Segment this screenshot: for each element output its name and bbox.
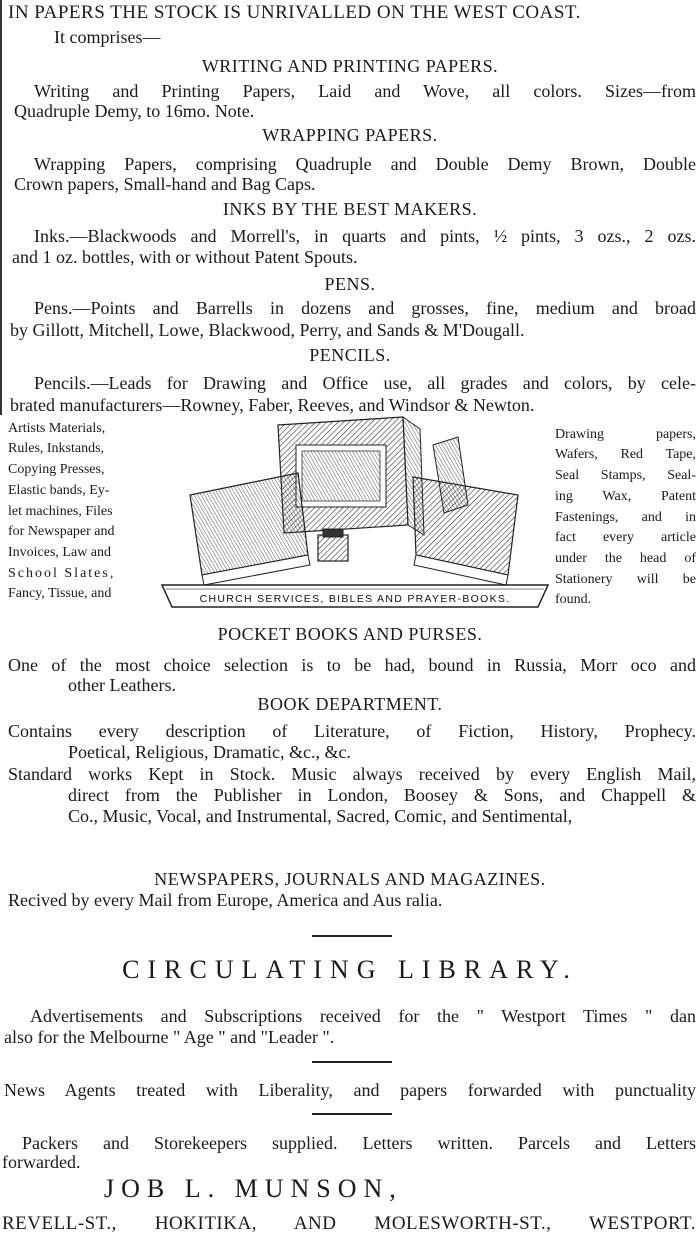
proprietor-name: JOB L. MUNSON, bbox=[104, 1174, 403, 1203]
packers-line-2: forwarded. bbox=[2, 1152, 81, 1172]
book-dept-heading: BOOK DEPARTMENT. bbox=[257, 694, 443, 714]
right-column-item: fact every article bbox=[555, 530, 696, 545]
pocket-books-line-1: One of the most choice selection is to be had, bound in Russia, Morr oco and bbox=[8, 655, 696, 675]
left-column-item: School Slates, bbox=[8, 566, 116, 581]
right-column-item: Drawing papers, bbox=[555, 427, 696, 442]
book-dept-line-1: Contains every description of Literature, of Fiction, History, Prophecy. bbox=[8, 721, 696, 741]
pens-heading: PENS. bbox=[324, 274, 376, 294]
right-column-item: Fastenings, and in bbox=[555, 510, 696, 525]
pencils-line-1: Pencils.—Leads for Drawing and Office use, all grades and colors, by cele- bbox=[34, 373, 696, 393]
inks-line-2: and 1 oz. bottles, with or without Patent Spouts. bbox=[12, 247, 358, 267]
wrapping-heading: WRAPPING PAPERS. bbox=[262, 125, 438, 145]
right-column-item: under the head of bbox=[555, 551, 696, 566]
pencils-heading: PENCILS. bbox=[309, 345, 391, 365]
newspapers-line-1: Recived by every Mail from Europe, America and Aus ralia. bbox=[8, 890, 443, 910]
illustration-banner-text: CHURCH SERVICES, BIBLES AND PRAYER-BOOKS. bbox=[199, 593, 511, 605]
left-column-item: Invoices, Law and bbox=[8, 545, 112, 560]
left-column-item: for Newspaper and bbox=[8, 524, 115, 539]
left-column-item: Rules, Inkstands, bbox=[8, 441, 105, 456]
divider-rule bbox=[312, 935, 392, 937]
pocket-books-heading: POCKET BOOKS AND PURSES. bbox=[217, 624, 483, 644]
left-column-item: Copying Presses, bbox=[8, 462, 105, 477]
left-column-item: Fancy, Tissue, and bbox=[8, 586, 112, 601]
wrapping-line-1: Wrapping Papers, comprising Quadruple and Double Demy Brown, Double bbox=[34, 154, 696, 174]
inks-heading: INKS BY THE BEST MAKERS. bbox=[222, 199, 478, 219]
divider-rule bbox=[312, 1113, 392, 1115]
pocket-books-line-2: other Leathers. bbox=[68, 675, 176, 695]
inkwell bbox=[318, 535, 348, 561]
writing-line-1: Writing and Printing Papers, Laid and Wove, all colors. Sizes—from bbox=[34, 81, 696, 101]
stationery-illustration bbox=[158, 415, 552, 615]
agents-line: News Agents treated with Liberality, and papers forwarded with punctuality bbox=[4, 1080, 696, 1100]
writing-heading: WRITING AND PRINTING PAPERS. bbox=[201, 56, 499, 76]
wrapping-line-2: Crown papers, Small-hand and Bag Caps. bbox=[14, 174, 316, 194]
divider-rule bbox=[312, 1061, 392, 1063]
library-line-1: Advertisements and Subscriptions received for the " Westport Times " dan bbox=[30, 1006, 696, 1026]
right-column-item: Stationery will be bbox=[555, 572, 696, 587]
book-dept-line-5: Co., Music, Vocal, and Instrumental, Sacred, Comic, and Sentimental, bbox=[68, 806, 573, 826]
newspapers-heading: NEWSPAPERS, JOURNALS AND MAGAZINES. bbox=[154, 869, 546, 889]
right-column-item: found. bbox=[555, 592, 592, 607]
left-column-item: let machines, Files bbox=[8, 504, 113, 519]
book-dept-line-4: direct from the Publisher in London, Boosey & Sons, and Chappell & bbox=[68, 785, 696, 805]
writing-line-2: Quadruple Demy, to 16mo. Note. bbox=[14, 101, 255, 121]
inks-line-1: Inks.—Blackwoods and Morrell's, in quarts and pints, ½ pints, 3 ozs., 2 ozs. bbox=[34, 226, 696, 246]
right-column-item: ing Wax, Patent bbox=[555, 489, 696, 504]
right-column-item: Wafers, Red Tape, bbox=[555, 447, 696, 462]
pencils-line-2: brated manufacturers—Rowney, Faber, Reeves, and Windsor & Newton. bbox=[10, 395, 535, 415]
packers-line-1: Packers and Storekeepers supplied. Letters written. Parcels and Letters bbox=[22, 1133, 696, 1153]
address-line: REVELL-ST., HOKITIKA, AND MOLESWORTH-ST., WESTPORT. bbox=[2, 1213, 696, 1234]
book-dept-line-3: Standard works Kept in Stock. Music always received by every English Mail, bbox=[8, 764, 696, 784]
right-column-item: Seal Stamps, Seal- bbox=[555, 468, 696, 483]
pens-line-1: Pens.—Points and Barrells in dozens and grosses, fine, medium and broad bbox=[34, 298, 696, 318]
book-dept-line-2: Poetical, Religious, Dramatic, &c., &c. bbox=[68, 742, 351, 762]
comprises-label: It comprises— bbox=[54, 27, 161, 47]
headline: IN PAPERS THE STOCK IS UNRIVALLED ON THE WEST COAST. bbox=[8, 2, 581, 23]
library-heading: CIRCULATING LIBRARY. bbox=[122, 955, 578, 984]
library-line-2: also for the Melbourne " Age " and "Leader ". bbox=[4, 1027, 335, 1047]
pens-line-2: by Gillott, Mitchell, Lowe, Blackwood, Perry, and Sands & M'Dougall. bbox=[10, 320, 525, 340]
left-column-item: Artists Materials, bbox=[8, 421, 106, 436]
left-column-item: Elastic bands, Ey- bbox=[8, 483, 110, 498]
